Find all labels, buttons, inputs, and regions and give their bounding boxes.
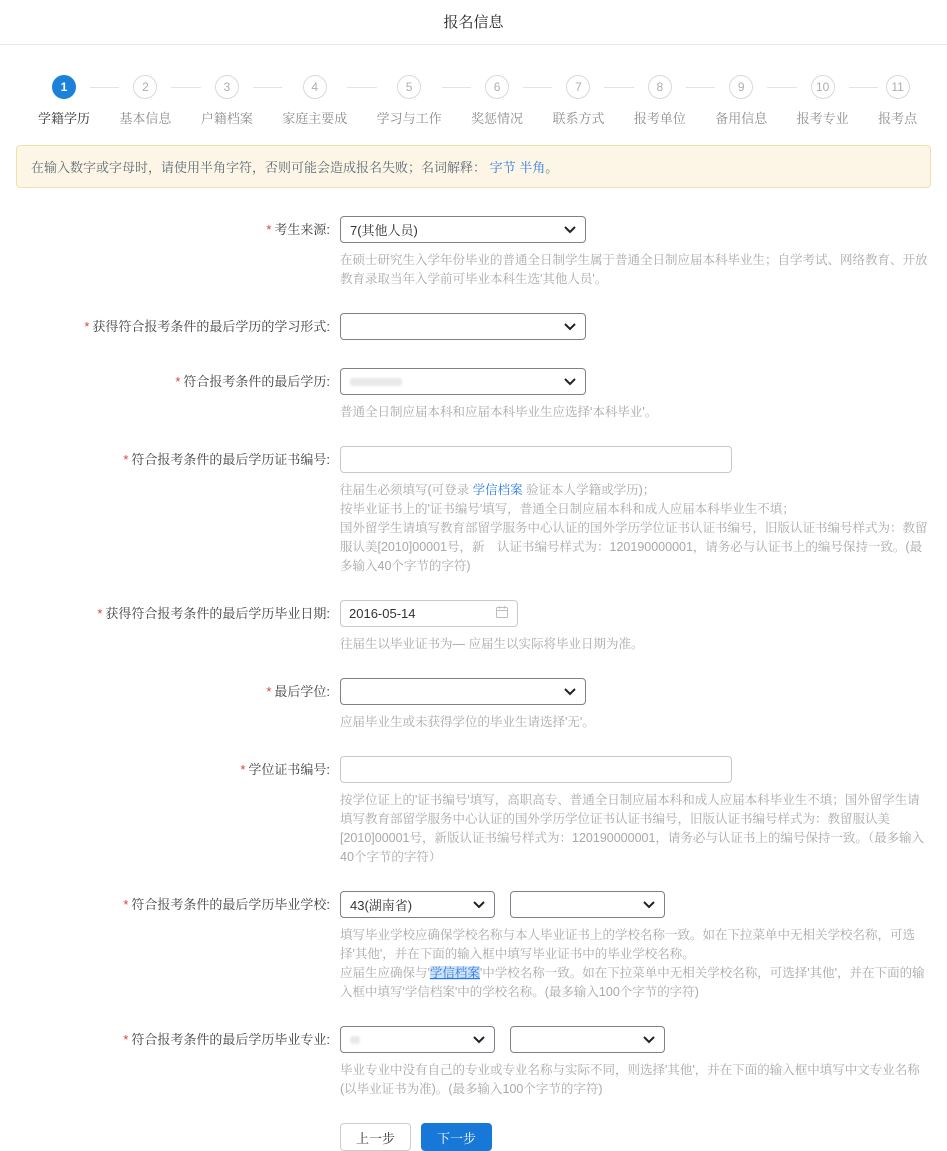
step-item-7[interactable] [552, 75, 604, 127]
step-connector [767, 87, 796, 88]
candidate-source-label: 考生来源: [274, 222, 330, 237]
selected-value: 43(湖南省) [350, 898, 413, 913]
step-label: 户籍档案 [200, 111, 253, 126]
step-item-2[interactable] [119, 75, 171, 127]
graduation-date-input[interactable] [340, 600, 518, 627]
required-mark: * [240, 762, 246, 777]
chevron-down-icon [564, 226, 576, 234]
required-mark: * [84, 319, 90, 334]
notice-period: 。 [545, 160, 559, 175]
redacted-value [350, 1036, 360, 1044]
redacted-value [350, 378, 402, 386]
calendar-icon[interactable] [495, 605, 509, 622]
last-degree-label: 最后学位: [274, 684, 330, 699]
field-graduation-school [0, 891, 931, 1002]
major-category-select[interactable] [340, 1026, 495, 1053]
step-connector [849, 87, 878, 88]
last-degree-help: 应届毕业生或未获得学位的毕业生请选择'无'。 [340, 715, 595, 729]
required-mark: * [97, 606, 103, 621]
form-actions [0, 1123, 931, 1151]
step-circle: 11 [886, 75, 910, 99]
major-name-select[interactable] [510, 1026, 665, 1053]
step-circle: 6 [485, 75, 509, 99]
step-label: 家庭主要成 [282, 111, 348, 126]
required-mark: * [123, 452, 129, 467]
step-item-10[interactable] [797, 75, 849, 127]
education-cert-no-input[interactable] [340, 446, 732, 473]
step-circle: 9 [729, 75, 753, 99]
chevron-down-icon [564, 323, 576, 331]
study-form-label: 获得符合报考条件的最后学历的学习形式: [92, 319, 330, 334]
chevron-down-icon [643, 1036, 655, 1044]
page-title: 报名信息 [0, 0, 947, 45]
step-label: 学习与工作 [376, 111, 442, 126]
education-cert-no-help: 往届生必须填写(可登录 学信档案 验证本人学籍或学历)； 按毕业证书上的'证书编号'填写，普通全日制应届本科和成人应届本科毕业生不填； 国外留学生请填写教育部留学服务中心认证的国外学历学位证书认证书编号，旧版认证书编号样式为：教留服认美[2010]00001号，新 认证书编号样式为：120190000001，请务必与认证书上的编号保持一致。(最多输入40个字节的字符) [340, 483, 928, 573]
step-indicator [0, 45, 947, 137]
last-education-select[interactable] [340, 368, 586, 395]
notice-text: 在输入数字或字母时，请使用半角字符，否则可能会造成报名失败；名词解释： [31, 160, 487, 175]
step-item-6[interactable] [471, 75, 523, 127]
step-circle: 5 [397, 75, 421, 99]
chevron-down-icon [643, 901, 655, 909]
step-item-5[interactable] [377, 75, 442, 127]
graduation-major-label: 符合报考条件的最后学历毕业专业: [131, 1032, 330, 1047]
field-graduation-major [0, 1026, 931, 1099]
step-connector [171, 87, 200, 88]
selected-value: 7(其他人员) [350, 223, 418, 238]
required-mark: * [266, 222, 272, 237]
required-mark: * [266, 684, 272, 699]
degree-cert-no-input[interactable] [340, 756, 732, 783]
degree-cert-no-help: 按学位证上的'证书编号'填写，高职高专、普通全日制应届本科和成人应届本科毕业生不填；国外留学生请填写教育部留学服务中心认证的国外学历学位证书认证书编号，旧版认证书编号样式为：教留服认美[2010]00001号，新版认证书编号样式为：120190000001，请务必与认证书上的编号保持一致。（最多输入40个字节的字符） [340, 793, 925, 864]
date-value: 2016-05-14 [349, 606, 416, 621]
step-item-8[interactable] [634, 75, 686, 127]
step-connector [604, 87, 633, 88]
step-circle: 1 [52, 75, 76, 99]
study-form-select[interactable] [340, 313, 586, 340]
step-label: 基本信息 [119, 111, 172, 126]
education-cert-no-label: 符合报考条件的最后学历证书编号: [131, 452, 330, 467]
field-last-degree [0, 678, 931, 732]
candidate-source-help: 在硕士研究生入学年份毕业的普通全日制学生属于普通全日制应届本科毕业生；自学考试、网络教育、开放教育录取当年入学前可毕业本科生选'其他人员'。 [340, 253, 928, 286]
field-education-cert-no [0, 446, 931, 576]
step-item-3[interactable] [201, 75, 253, 127]
field-graduation-date [0, 600, 931, 654]
step-circle: 2 [133, 75, 157, 99]
graduation-major-help: 毕业专业中没有自己的专业或专业名称与实际不同，则选择'其他'，并在下面的输入框中填写中文专业名称(以毕业证书为准)。(最多输入100个字节的字符) [340, 1063, 920, 1096]
step-connector [686, 87, 715, 88]
field-last-education [0, 368, 931, 422]
last-degree-select[interactable] [340, 678, 586, 705]
step-circle: 4 [303, 75, 327, 99]
field-candidate-source [0, 216, 931, 289]
step-circle: 7 [566, 75, 590, 99]
required-mark: * [123, 897, 129, 912]
step-connector [253, 87, 282, 88]
chevron-down-icon [473, 901, 485, 909]
step-label: 报考点 [878, 111, 918, 126]
degree-cert-no-label: 学位证书编号: [248, 762, 330, 777]
candidate-source-select[interactable] [340, 216, 586, 243]
step-circle: 8 [648, 75, 672, 99]
step-label: 学籍学历 [38, 111, 91, 126]
graduation-school-help: 填写毕业学校应确保学校名称与本人毕业证书上的学校名称一致。如在下拉菜单中无相关学校名称，可选择'其他'，并在下面的输入框中填写毕业证书中的毕业学校名称。 应届生应确保与'学信档案'中学校名称一致。如在下拉菜单中无相关学校名称，可选择'其他'，并在下面的输入框中填写'学信档案'中的学校名称。(最多输入100个字节的字符) [340, 928, 925, 999]
field-degree-cert-no [0, 756, 931, 867]
next-step-button[interactable]: 下一步 [421, 1123, 492, 1151]
required-mark: * [175, 374, 181, 389]
field-study-form [0, 313, 931, 340]
step-item-9[interactable] [715, 75, 767, 127]
byte-definition-link[interactable]: 字节 [489, 160, 516, 175]
xuexin-archive-link[interactable]: 学信档案 [472, 483, 523, 497]
school-name-select[interactable] [510, 891, 665, 918]
step-circle: 10 [811, 75, 835, 99]
xuexin-archive-link[interactable]: 学信档案 [429, 966, 480, 980]
step-label: 报考单位 [633, 111, 686, 126]
step-item-11[interactable] [878, 75, 917, 127]
halfwidth-notice-banner [16, 145, 931, 188]
step-connector [523, 87, 552, 88]
step-item-4[interactable] [282, 75, 347, 127]
last-education-help: 普通全日制应届本科和应届本科毕业生应选择'本科毕业'。 [340, 405, 658, 419]
step-label: 报考专业 [796, 111, 849, 126]
required-mark: * [123, 1032, 129, 1047]
step-label: 奖惩情况 [471, 111, 524, 126]
school-province-select[interactable] [340, 891, 495, 918]
step-circle: 3 [215, 75, 239, 99]
last-education-label: 符合报考条件的最后学历: [183, 374, 330, 389]
step-item-1[interactable] [38, 75, 90, 127]
chevron-down-icon [564, 688, 576, 696]
step-connector [442, 87, 471, 88]
graduation-date-help: 往届生以毕业证书为— 应届生以实际将毕业日期为准。 [340, 637, 644, 651]
registration-form [0, 188, 947, 1151]
previous-step-button[interactable]: 上一步 [340, 1123, 411, 1151]
chevron-down-icon [564, 378, 576, 386]
graduation-date-label: 获得符合报考条件的最后学历毕业日期: [105, 606, 330, 621]
graduation-school-label: 符合报考条件的最后学历毕业学校: [131, 897, 330, 912]
step-label: 备用信息 [715, 111, 768, 126]
halfwidth-definition-link[interactable]: 半角 [519, 160, 546, 175]
step-label: 联系方式 [552, 111, 605, 126]
step-connector [90, 87, 119, 88]
step-connector [347, 87, 376, 88]
chevron-down-icon [473, 1036, 485, 1044]
